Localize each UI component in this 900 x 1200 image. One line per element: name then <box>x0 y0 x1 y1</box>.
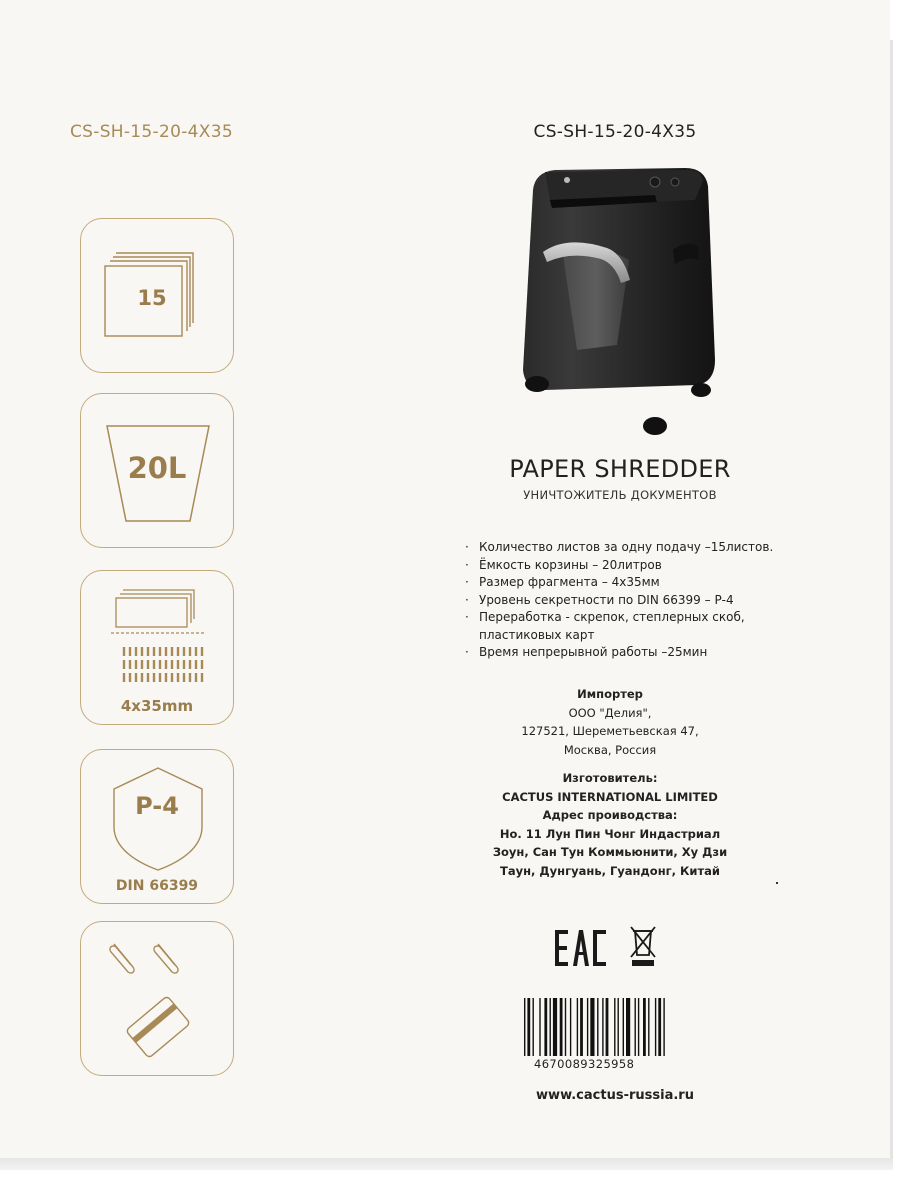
importer-block <box>460 685 760 759</box>
bin-value: 20L <box>127 451 187 485</box>
spec-item: · Уровень секретности по DIN 66399 – Р-4 <box>464 592 864 610</box>
product-subtitle: УНИЧТОЖИТЕЛЬ ДОКУМЕНТОВ <box>523 488 717 502</box>
manufacturer-heading: Изготовитель: <box>562 771 658 785</box>
model-code-left: CS-SH-15-20-4X35 <box>70 122 233 142</box>
sheet-shadow-bottom <box>0 1158 893 1170</box>
barcode-icon <box>523 998 716 1058</box>
importer-line: 127521, Шереметьевская 47, <box>521 724 699 738</box>
importer-heading: Импортер <box>577 687 643 701</box>
cut-value: 4x35mm <box>120 697 194 715</box>
manufacturer-name: CACTUS INTERNATIONAL LIMITED <box>502 789 718 804</box>
security-standard: DIN 66399 <box>115 878 199 894</box>
sheets-value: 15 <box>137 286 167 310</box>
barcode-number: 4670089325958 <box>534 1057 635 1071</box>
feature-card-security <box>80 749 234 904</box>
manufacturer-block <box>460 769 760 880</box>
website-link[interactable]: www.cactus-russia.ru <box>536 1088 694 1103</box>
paperclip-card-icon <box>81 922 235 1077</box>
importer-line: Москва, Россия <box>563 742 657 757</box>
feature-card-sheets <box>80 218 234 373</box>
production-address-line: Но. 11 Лун Пин Чонг Индастриал <box>499 826 721 841</box>
security-level: P-4 <box>135 792 179 820</box>
production-address-line: Таун, Дунгуань, Гуандонг, Китай <box>500 863 720 878</box>
feature-card-bin <box>80 393 234 548</box>
eac-mark-icon <box>553 928 608 968</box>
spec-item: · Ёмкость корзины – 20литров <box>464 557 864 575</box>
spec-item: · Размер фрагмента – 4х35мм <box>464 574 864 592</box>
sheet-shadow <box>890 40 893 1158</box>
crossed-bin-icon <box>627 923 659 968</box>
feature-card-cut <box>80 570 234 725</box>
spec-list <box>464 539 864 662</box>
production-address-line: Зоун, Сан Тун Коммьюнити, Ху Дзи <box>492 845 728 859</box>
spec-item: · Количество листов за одну подачу –15листов. <box>464 539 864 557</box>
feature-card-destroys <box>80 921 234 1076</box>
product-title: PAPER SHREDDER <box>509 455 731 483</box>
spec-item: · Время непрерывной работы –25мин <box>464 644 864 662</box>
importer-line: ООО "Делия", <box>568 705 652 720</box>
production-address-heading: Адрес проиводства: <box>542 808 678 822</box>
model-code-right: CS-SH-15-20-4X35 <box>533 122 697 142</box>
stray-dot <box>776 882 778 884</box>
shredder-product-image <box>505 160 735 440</box>
spec-item: · Переработка - скрепок, степлерных скоб, пластиковых карт <box>464 609 789 644</box>
